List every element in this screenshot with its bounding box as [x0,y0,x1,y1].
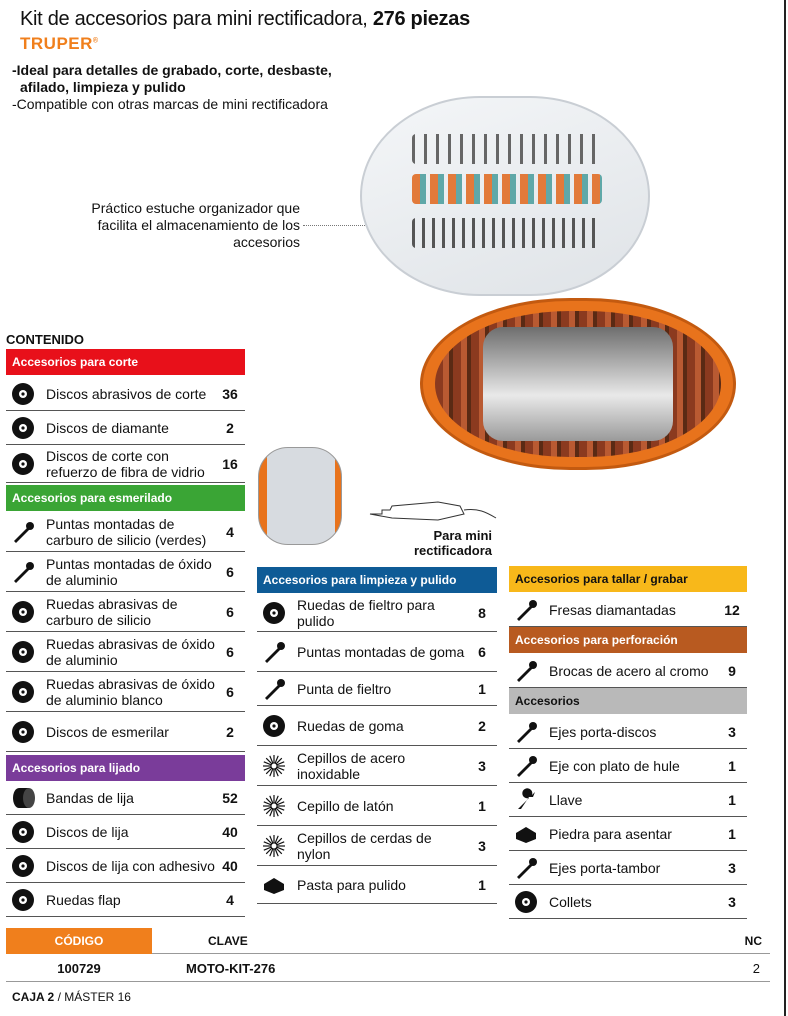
section-limpieza-header: Accesorios para limpieza y pulido [257,567,497,593]
list-item [509,817,747,851]
nylon-brush-icon [257,832,291,860]
section-esmerilado-header: Accesorios para esmerilado [6,485,245,511]
caption-leader-line [303,225,365,226]
rotary-tool-drawing [368,492,498,526]
section-limpieza-list [257,594,497,904]
list-item [257,786,497,826]
item-label: Fresas diamantadas [549,601,676,618]
grinding-wheel-icon [6,678,40,706]
list-item [6,592,245,632]
cutoff-disc-icon [6,380,40,408]
case-lid-image [360,96,650,296]
item-label: Discos de diamante [46,419,169,436]
list-item [6,712,245,752]
list-item [257,866,497,904]
fiberglass-disc-icon [6,450,40,478]
list-item [509,851,747,885]
list-item [6,849,245,883]
item-quantity: 6 [226,603,234,620]
list-item [6,377,245,411]
brand-logo: TRUPER® [20,34,99,53]
item-quantity: 16 [222,455,238,472]
felt-tip-icon [257,675,291,703]
section-corte-header: Accesorios para corte [6,349,245,375]
list-item [509,885,747,919]
wrench-icon [509,786,543,814]
item-quantity: 12 [724,601,740,618]
item-label: Puntas montadas de óxido de aluminio [46,555,212,588]
item-quantity: 8 [478,604,486,621]
item-label: Discos de esmerilar [46,723,169,740]
list-item [257,746,497,786]
item-quantity: 6 [226,643,234,660]
item-label: Eje con plato de hule [549,757,680,774]
clave-value: MOTO-KIT-276 [186,961,276,976]
grinding-disc-icon [6,718,40,746]
item-label: Cepillo de latón [297,797,394,814]
section-perforacion-list [509,654,747,688]
clave-header: CLAVE [208,934,248,948]
item-quantity: 1 [478,876,486,893]
item-label: Discos de lija [46,823,129,840]
item-label: Puntas montadas de carburo de silicio (verdes) [46,515,207,548]
section-corte-list [6,377,245,483]
footer-header-row [6,928,770,954]
list-item [257,632,497,672]
item-label: Ruedas flap [46,891,121,908]
list-item [257,594,497,632]
grinding-wheel-icon [6,638,40,666]
item-quantity: 1 [478,797,486,814]
item-label: Cepillos de cerdas de nylon [297,829,432,862]
sanding-disc-icon [6,818,40,846]
section-tallar-list [509,593,747,627]
packaging-info: CAJA 2 / MÁSTER 16 [12,990,131,1004]
mini-case-image [258,447,342,545]
feature-bullets [12,62,362,113]
item-quantity: 4 [226,523,234,540]
item-label: Ruedas de goma [297,717,404,734]
list-item [257,672,497,706]
rubber-wheel-icon [257,712,291,740]
list-item [257,826,497,866]
item-quantity: 2 [226,419,234,436]
drum-mandrel-icon [509,854,543,882]
list-item [6,632,245,672]
section-esmerilado-list [6,512,245,752]
case-tray-image [420,298,736,470]
item-label: Discos de lija con adhesivo [46,857,215,874]
item-quantity: 1 [728,791,736,808]
codigo-value: 100729 [57,961,101,976]
tool-caption: Para mini rectificadora [413,528,492,558]
item-label: Discos de corte con refuerzo de fibra de vidrio [46,447,205,480]
item-label: Bandas de lija [46,789,134,806]
item-label: Ruedas abrasivas de óxido de aluminio blanco [46,675,215,708]
item-quantity: 6 [226,563,234,580]
felt-wheel-icon [257,599,291,627]
item-quantity: 1 [728,757,736,774]
item-quantity: 2 [226,723,234,740]
item-label: Pasta para pulido [297,876,406,893]
item-label: Ejes porta-discos [549,723,657,740]
list-item [509,654,747,688]
item-label: Collets [549,893,592,910]
nc-header: NC [744,934,762,948]
item-label: Llave [549,791,583,808]
list-item [509,715,747,749]
list-item [6,883,245,917]
contenido-heading: CONTENIDO [6,332,84,347]
brass-brush-icon [257,792,291,820]
item-quantity: 52 [222,789,238,806]
drill-bit-icon [509,657,543,685]
adhesive-disc-icon [6,852,40,880]
page-border [784,0,786,1016]
case-caption: Práctico estuche organizador que facilita el almacenamiento de los accesorios [91,200,300,250]
list-item [6,552,245,592]
section-accesorios-header: Accesorios [509,688,747,714]
item-quantity: 4 [226,891,234,908]
list-item [6,512,245,552]
grinding-wheel-icon [6,598,40,626]
section-lijado-header: Accesorios para lijado [6,755,245,781]
list-item [6,411,245,445]
item-quantity: 40 [222,857,238,874]
list-item [509,749,747,783]
item-quantity: 1 [478,680,486,697]
diamond-disc-icon [6,414,40,442]
sanding-band-icon [6,784,40,812]
item-label: Punta de fieltro [297,680,392,697]
section-accesorios-list [509,715,747,919]
mounted-point-icon [6,518,40,546]
list-item [509,593,747,627]
list-item [6,815,245,849]
footer-value-row [6,956,770,982]
list-item [6,781,245,815]
polish-paste-icon [257,871,291,899]
product-title: Kit de accesorios para mini rectificadora, 276 piezas [20,8,470,30]
bullet-2: -Compatible con otras marcas de mini rectificadora [12,96,328,112]
item-label: Discos abrasivos de corte [46,385,207,402]
section-tallar-header: Accesorios para tallar / grabar [509,566,747,592]
item-label: Puntas montadas de goma [297,643,465,660]
item-quantity: 2 [478,717,486,734]
item-quantity: 3 [478,757,486,774]
bullet-1: -Ideal para detalles de grabado, corte, desbaste, afilado, limpieza y pulido [12,62,332,95]
item-label: Cepillos de acero inoxidable [297,749,406,782]
item-quantity: 40 [222,823,238,840]
mounted-point-icon [6,558,40,586]
section-perforacion-header: Accesorios para perforación [509,627,747,653]
item-quantity: 1 [728,825,736,842]
item-quantity: 3 [478,837,486,854]
collet-icon [509,888,543,916]
item-quantity: 9 [728,662,736,679]
item-quantity: 6 [226,683,234,700]
section-lijado-list [6,781,245,917]
item-label: Ruedas abrasivas de carburo de silicio [46,595,178,628]
item-label: Ruedas de fieltro para pulido [297,596,435,629]
item-quantity: 3 [728,723,736,740]
mandrel-icon [509,718,543,746]
item-label: Ejes porta-tambor [549,859,661,876]
item-quantity: 3 [728,893,736,910]
item-label: Ruedas abrasivas de óxido de aluminio [46,635,215,668]
diamond-burr-icon [509,596,543,624]
item-quantity: 36 [222,385,238,402]
list-item [509,783,747,817]
nc-value: 2 [752,961,760,976]
list-item [6,672,245,712]
codigo-header: CÓDIGO [6,928,152,954]
flap-wheel-icon [6,886,40,914]
honing-stone-icon [509,820,543,848]
rubber-point-icon [257,638,291,666]
item-quantity: 3 [728,859,736,876]
rubber-pad-icon [509,752,543,780]
list-item [257,706,497,746]
list-item [6,445,245,483]
steel-brush-icon [257,752,291,780]
item-label: Brocas de acero al cromo [549,662,709,679]
item-label: Piedra para asentar [549,825,672,842]
item-quantity: 6 [478,643,486,660]
